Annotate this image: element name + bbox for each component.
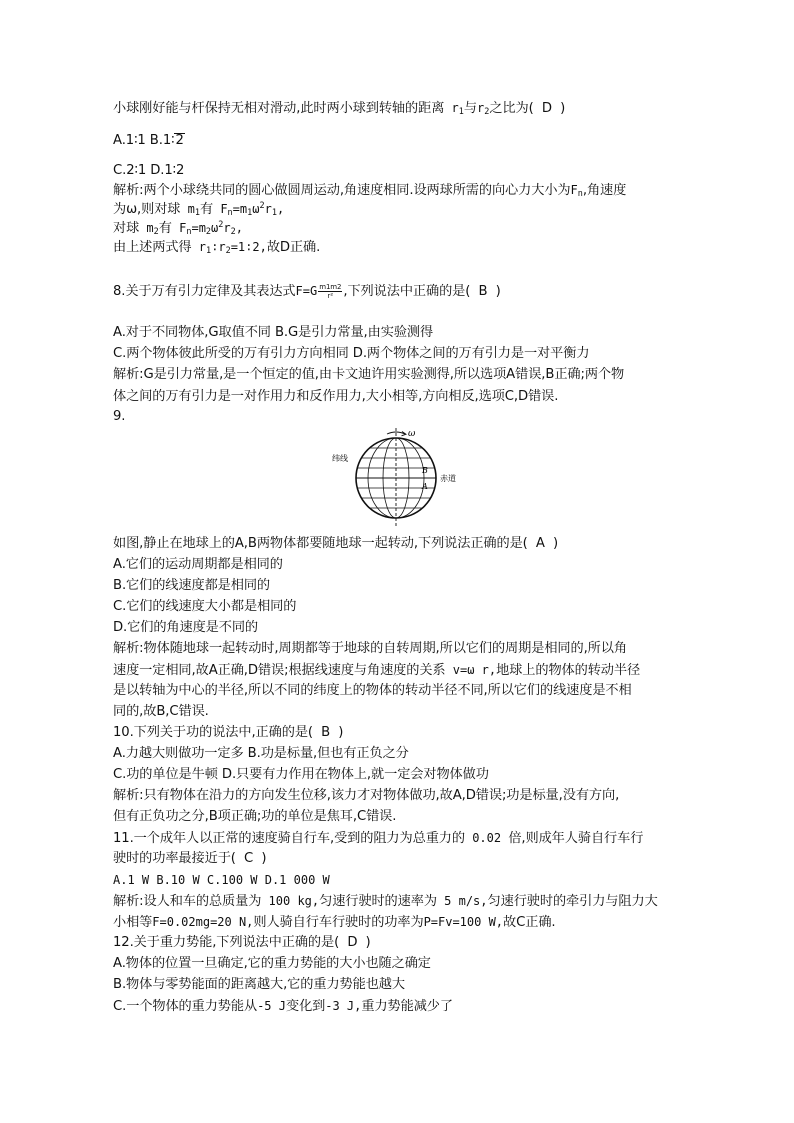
q7-analysis-3: 对球 $m_2$有 $F_n=m_2\omega^2r_2$, (113, 220, 243, 237)
q9-answer: A (535, 536, 545, 551)
point-a-label: A (422, 482, 428, 491)
q11-answer: C (244, 851, 254, 866)
q7-stem: 小球刚好能与杆保持无相对滑动,此时两小球到转轴的距离 $r_1$与$r_2$之比为( D ) (113, 101, 566, 117)
earth-rotation-figure (332, 428, 466, 528)
q10-options-cd: C.功的单位是牛顿 D.只要有力作用在物体上,就一定会对物体做功 (113, 767, 489, 782)
q7-answer: D (541, 101, 552, 116)
q12-stem: 12.关于重力势能,下列说法中正确的是( D ) (113, 935, 371, 950)
omega-label: ω (408, 429, 416, 439)
q9-analysis-4: 同的,故B,C错误. (113, 704, 209, 719)
q12-option-b: B.物体与零势能面的距离越大,它的重力势能也越大 (113, 977, 405, 992)
q8-stem: 8.关于万有引力定律及其表达式F=G $\frac{m1m2}{\text{r²}}$ ,下列说法中正确的是( B ) (113, 282, 501, 300)
q7-analysis-2: 为ω,则对球 $m_1$有 $F_n=m_1\omega^2r_1$, (113, 201, 285, 218)
q9-option-b: B.它们的线速度都是相同的 (113, 578, 271, 593)
q8-answer: B (478, 284, 488, 299)
latitude-label: 纬线 (332, 454, 348, 463)
q8-options-ab: A.对于不同物体,G取值不同 B.G是引力常量,由实验测得 (113, 325, 434, 340)
equator-label: 赤道 (440, 474, 456, 483)
q11-analysis-2: 小相等F=0.02mg=20 N,则人骑自行车行驶时的功率为P=Fv=100 W,故C正确. (113, 915, 556, 930)
q9-stem: 如图,静止在地球上的A,B两物体都要随地球一起转动,下列说法正确的是( A ) (113, 536, 559, 551)
q11-analysis-1: 解析:设人和车的总质量为 100 kg,匀速行驶时的速率为 5 m/s,匀速行驶时的牵引力与阻力大 (113, 894, 658, 909)
q8-analysis-2: 体之间的万有引力是一对作用力和反作用力,大小相等,方向相反,选项C,D错误. (113, 389, 559, 404)
q10-answer: B (321, 725, 331, 740)
q11-options: A.1 W B.10 W C.100 W D.1 000 W (113, 873, 330, 887)
q12-option-c: C.一个物体的重力势能从-5 J变化到-3 J,重力势能减少了 (113, 999, 453, 1014)
q10-options-ab: A.力越大则做功一定多 B.功是标量,但也有正负之分 (113, 746, 409, 761)
q11-stem-2: 驶时的功率最接近于( C ) (113, 851, 267, 866)
q9-option-d: D.它们的角速度是不同的 (113, 620, 259, 635)
q9-option-a: A.它们的运动周期都是相同的 (113, 557, 283, 572)
q10-analysis-1: 解析:只有物体在沿力的方向发生位移,该力才对物体做功,故A,D错误;功是标量,没有方向, (113, 788, 620, 803)
q7-analysis-1: 解析:两个小球绕共同的圆心做圆周运动,角速度相同.设两球所需的向心力大小为$F_n$,角速度 (113, 183, 627, 199)
q7-options-cd: C.2∶1 D.1∶2 (113, 163, 185, 178)
q7-options-ab: A.1∶1 B.1∶2 (113, 133, 184, 148)
q8-options-cd: C.两个物体彼此所受的万有引力方向相同 D.两个物体之间的万有引力是一对平衡力 (113, 346, 590, 361)
q11-stem-1: 11.一个成年人以正常的速度骑自行车,受到的阻力为总重力的 0.02 倍,则成年人骑自行车行 (113, 831, 644, 846)
q10-analysis-2: 但有正负功之分,B项正确;功的单位是焦耳,C错误. (113, 809, 397, 824)
q12-answer: D (347, 935, 358, 950)
q12-option-a: A.物体的位置一旦确定,它的重力势能的大小也随之确定 (113, 956, 431, 971)
q10-stem: 10.下列关于功的说法中,正确的是( B ) (113, 725, 344, 740)
q9-analysis-2: 速度一定相同,故A正确,D错误;根据线速度与角速度的关系 v=ω r,地球上的物体的转动半径 (113, 663, 641, 678)
point-b-label: B (422, 466, 428, 475)
q7-analysis-4: 由上述两式得 $r_1∶r_2=1∶2$,故D正确. (113, 240, 321, 256)
q8-analysis-1: 解析:G是引力常量,是一个恒定的值,由卡文迪许用实验测得,所以选项A错误,B正确;两个物 (113, 367, 625, 382)
q9-analysis-3: 是以转轴为中心的半径,所以不同的纬度上的物体的转动半径不同,所以它们的线速度是不相 (113, 683, 632, 698)
q9-option-c: C.它们的线速度大小都是相同的 (113, 599, 297, 614)
q9-number: 9. (113, 409, 126, 424)
q9-analysis-1: 解析:物体随地球一起转动时,周期都等于地球的自转周期,所以它们的周期是相同的,所以角 (113, 641, 627, 656)
gravity-fraction: $\frac{m1m2}{\text{r²}}$ (319, 282, 342, 300)
